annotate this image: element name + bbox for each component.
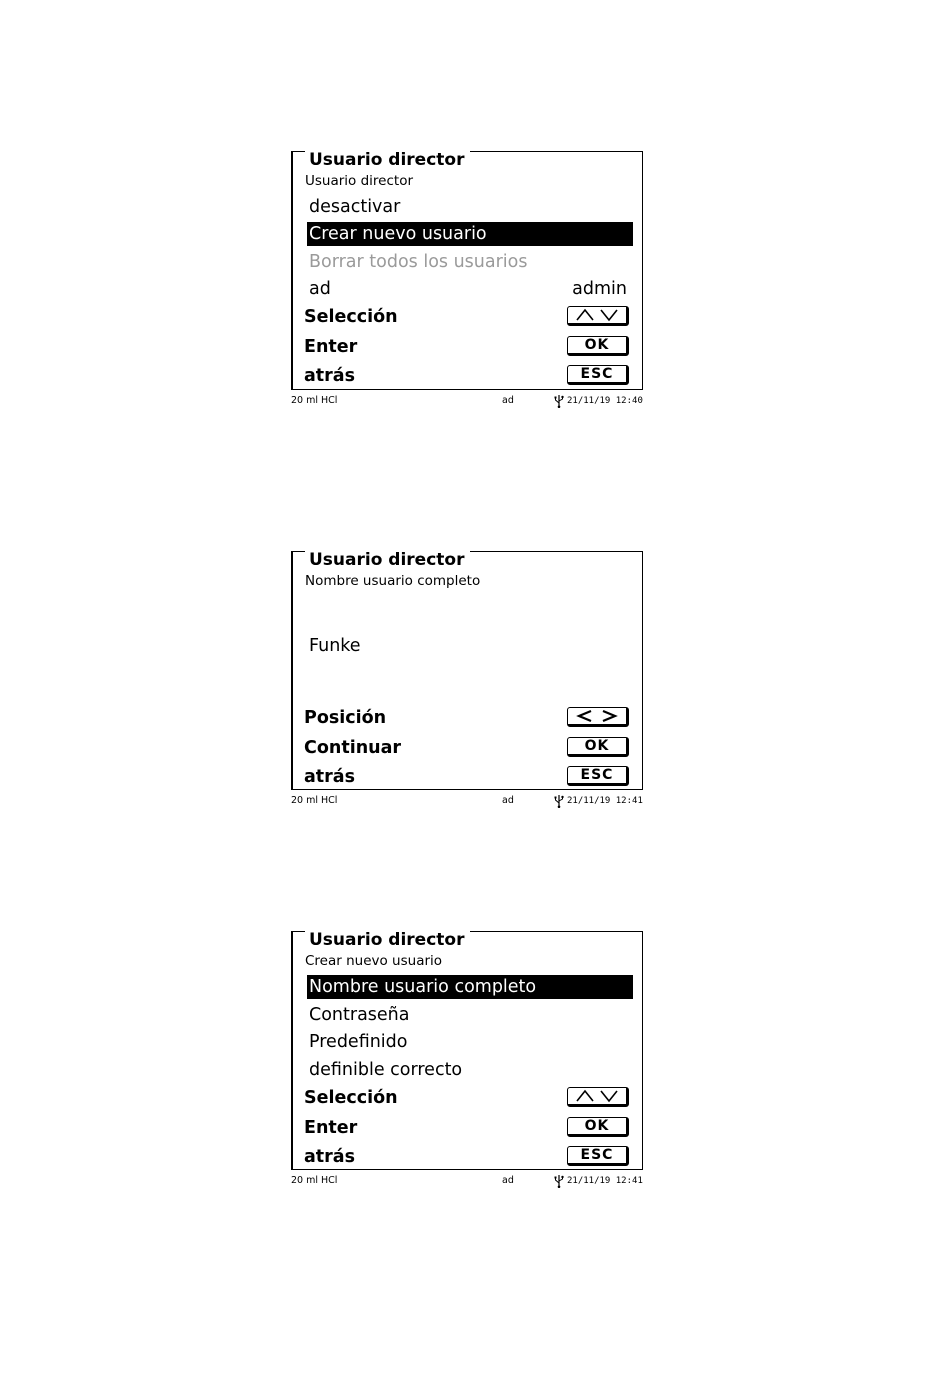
esc-key[interactable]: ESC [567, 1146, 629, 1166]
status-product: 20 ml HCl [291, 795, 338, 806]
menu-item-delete-all-users: Borrar todos los usuarios [309, 252, 528, 272]
menu-item-definable-right[interactable]: definible correcto [309, 1060, 463, 1080]
dialog-subtitle: Nombre usuario completo [305, 573, 481, 589]
menu-item-full-user-name[interactable]: Nombre usuario completo [307, 975, 633, 999]
ok-key[interactable]: OK [567, 737, 629, 757]
ok-key[interactable]: OK [567, 1117, 629, 1137]
usb-icon [554, 795, 564, 808]
status-datetime: 21/11/19 12:40 [567, 396, 643, 406]
softkey-label-position: Posición [304, 708, 387, 728]
status-user: ad [502, 1175, 514, 1186]
softkey-label-continue: Continuar [304, 738, 402, 758]
softkey-label-back: atrás [304, 1147, 356, 1167]
status-user: ad [502, 395, 514, 406]
softkey-label-selection: Selección [304, 1088, 398, 1108]
esc-key[interactable]: ESC [567, 766, 629, 786]
user-director-screen-1 [291, 143, 645, 408]
full-name-input[interactable]: Funke [309, 636, 361, 656]
dialog-title: Usuario director [305, 151, 470, 169]
status-product: 20 ml HCl [291, 1175, 338, 1186]
softkey-label-back: atrás [304, 366, 356, 386]
dialog-subtitle: Usuario director [305, 173, 413, 189]
status-bar [291, 1174, 645, 1188]
usb-icon [554, 395, 564, 408]
status-user: ad [502, 795, 514, 806]
user-role-value: admin [572, 279, 627, 299]
user-director-screen-2 [291, 543, 645, 808]
softkey-label-back: atrás [304, 767, 356, 787]
status-product: 20 ml HCl [291, 395, 338, 406]
menu-item-deactivate[interactable]: desactivar [309, 197, 401, 217]
up-down-arrows-key[interactable] [567, 306, 629, 326]
status-bar [291, 794, 645, 808]
status-datetime: 21/11/19 12:41 [567, 796, 643, 806]
dialog-frame [291, 151, 643, 390]
dialog-title: Usuario director [305, 551, 470, 569]
left-right-arrows-key[interactable] [567, 707, 629, 727]
menu-item-user-ad[interactable]: ad [309, 279, 331, 299]
softkey-label-enter: Enter [304, 1118, 358, 1138]
softkey-label-selection: Selección [304, 307, 398, 327]
dialog-title: Usuario director [305, 931, 470, 949]
status-datetime: 21/11/19 12:41 [567, 1176, 643, 1186]
status-bar [291, 394, 645, 408]
up-down-arrows-icon [573, 1089, 621, 1103]
left-right-arrows-icon [573, 709, 621, 723]
ok-key[interactable]: OK [567, 336, 629, 356]
esc-key[interactable]: ESC [567, 365, 629, 385]
dialog-frame [291, 931, 643, 1170]
softkey-label-enter: Enter [304, 337, 358, 357]
menu-item-password[interactable]: Contraseña [309, 1005, 410, 1025]
up-down-arrows-key[interactable] [567, 1087, 629, 1107]
dialog-subtitle: Crear nuevo usuario [305, 953, 443, 969]
up-down-arrows-icon [573, 308, 621, 322]
user-director-screen-3 [291, 923, 645, 1188]
menu-item-create-new-user[interactable]: Crear nuevo usuario [307, 222, 633, 246]
dialog-frame [291, 551, 643, 790]
usb-icon [554, 1175, 564, 1188]
menu-item-predefined[interactable]: Predefinido [309, 1032, 408, 1052]
